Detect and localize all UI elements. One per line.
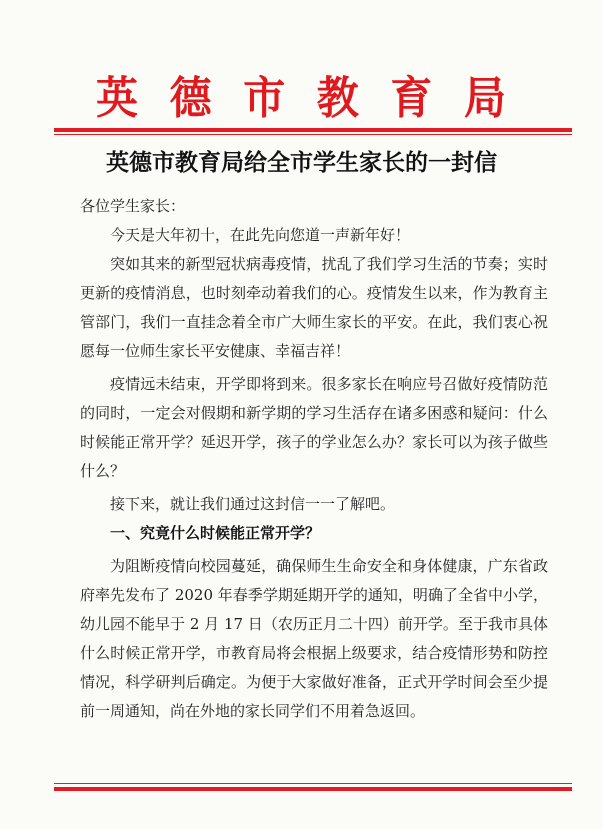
salutation: 各位学生家长： — [80, 197, 186, 215]
letterhead-char: 局 — [463, 71, 506, 124]
document-title: 英德市教育局给全市学生家长的一封信 — [106, 150, 497, 176]
section-paragraph: 为阻断疫情向校园蔓延，确保师生生命安全和身体健康，广东省政府率先发布了 2020 年春季学期延期开学的通知，明确了全省中小学，幼儿园不能早于 2 月 17 日（农历正月二十四）前开学。至于我市具体什么时候正常开学，市教育局将会根据上级要求，结合疫情形势和防控情况，科学研判后确定。为便于大家做好准备，正式开学时间会至少提前一周通知，尚在外地的家长同学们不用着急返回。 — [80, 557, 548, 720]
body-paragraph: 突如其来的新型冠状病毒疫情，扰乱了我们学习生活的节奏；实时更新的疫情消息，也时刻牵动着我们的心。疫情发生以来，作为教育主管部门，我们一直挂念着全市广大师生家长的平安。在此，我们衷心祝愿每一位师生家长平安健康、幸福吉祥！ — [80, 255, 548, 360]
footer-rule-thin — [54, 783, 572, 784]
footer-rule-thick — [54, 787, 572, 791]
letter-body — [80, 192, 548, 726]
body-paragraph: 疫情远未结束，开学即将到来。很多家长在响应号召做好疫情防范的同时，一定会对假期和新学期的学习生活存在诸多困惑和疑问：什么时候能正常开学？延迟开学，孩子的学业怎么办？家长可以为孩子做些什么？ — [80, 375, 548, 480]
letterhead-rule-thin — [54, 134, 572, 135]
letterhead-char: 英 — [96, 71, 139, 124]
letterhead-char: 育 — [390, 71, 433, 124]
letterhead-rule-thick — [54, 128, 572, 132]
letterhead-title — [96, 72, 506, 124]
section-heading: 一、究竟什么时候能正常开学？ — [110, 524, 321, 542]
letterhead-char: 市 — [243, 71, 286, 124]
body-paragraph: 接下来，就让我们通过这封信一一了解吧。 — [110, 495, 396, 513]
letterhead-char: 德 — [169, 71, 212, 124]
body-paragraph: 今天是大年初十，在此先向您道一声新年好！ — [110, 226, 411, 244]
letterhead-char: 教 — [316, 71, 359, 124]
